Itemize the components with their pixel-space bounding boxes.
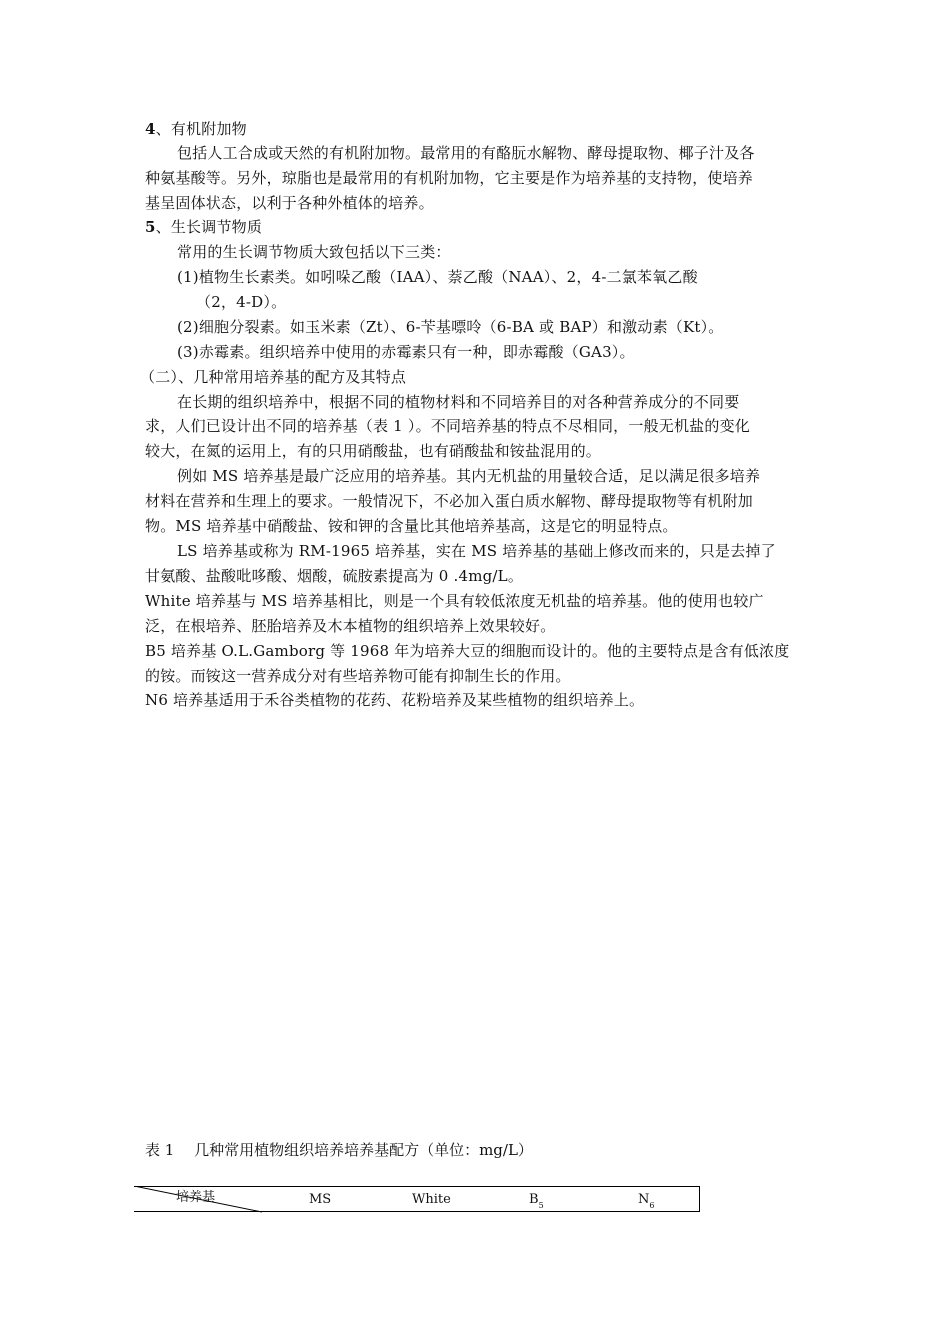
list-item: (2)细胞分裂素。如玉米素（Zt）、6-苄基嘌呤（6-BA 或 BAP）和激动素（Kt）。 [177, 318, 724, 336]
section-number: 5 [145, 218, 156, 236]
paragraph-line: 物。MS 培养基中硝酸盐、铵和钾的含量比其他培养基高，这是它的明显特点。 [145, 517, 678, 535]
paragraph-line: 包括人工合成或天然的有机附加物。最常用的有酪朊水解物、酵母提取物、椰子汁及各 [177, 144, 755, 162]
section-title: 、生长调节物质 [155, 218, 263, 236]
corner-header-label: 培养基 [176, 1190, 216, 1205]
paragraph-line: 材料在营养和生理上的要求。一般情况下，不必加入蛋白质水解物、酵母提取物等有机附加 [145, 492, 754, 510]
paragraph-line: B5 培养基 O.L.Gamborg 等 1968 年为培养大豆的细胞而设计的。他的主要特点是含有低浓度 [145, 642, 790, 660]
header-subscript: 6 [649, 1201, 655, 1210]
paragraph-line: 在长期的组织培养中，根据不同的植物材料和不同培养目的对各种营养成分的不同要 [177, 393, 740, 411]
header-base-text: B [529, 1192, 539, 1207]
section-5-heading [145, 215, 262, 239]
list-item-continuation: （2，4-D）。 [196, 293, 287, 311]
header-base-text: N [638, 1192, 650, 1207]
formula-table [134, 1186, 700, 1212]
paragraph-line: 较大，在氮的运用上，有的只用硝酸盐，也有硝酸盐和铵盐混用的。 [145, 442, 602, 460]
paragraph-line: 基呈固体状态，以利于各种外植体的培养。 [145, 194, 434, 212]
column-header-b5 [529, 1192, 544, 1214]
section-4-heading [145, 117, 247, 141]
paragraph-line: 常用的生长调节物质大致包括以下三类： [177, 243, 451, 261]
section-title: 、有机附加物 [155, 120, 247, 138]
table-right-border [699, 1186, 700, 1212]
list-item: (1)植物生长素类。如吲哚乙酸（IAA）、萘乙酸（NAA）、2，4-二氯苯氧乙酸 [177, 268, 698, 286]
paragraph-line: 的铵。而铵这一营养成分对有些培养物可能有抑制生长的作用。 [145, 667, 571, 685]
column-header-white: White [412, 1192, 451, 1207]
paragraph-line: LS 培养基或称为 RM-1965 培养基，实在 MS 培养基的基础上修改而来的，只是去掉了 [177, 542, 776, 560]
paragraph-line: 种氨基酸等。另外，琼脂也是最常用的有机附加物，它主要是作为培养基的支持物，使培养 [145, 169, 754, 187]
column-header-n6 [638, 1192, 654, 1214]
column-header-ms: MS [309, 1192, 332, 1207]
paragraph-line: 泛，在根培养、胚胎培养及木本植物的组织培养上效果较好。 [145, 617, 556, 635]
list-item: (3)赤霉素。组织培养中使用的赤霉素只有一种，即赤霉酸（GA3）。 [177, 343, 635, 361]
header-subscript: 5 [538, 1201, 544, 1210]
paragraph-line: N6 培养基适用于禾谷类植物的花药、花粉培养及某些植物的组织培养上。 [145, 691, 645, 709]
paragraph-line: 甘氨酸、盐酸吡哆酸、烟酸，硫胺素提高为 0 .4mg/L。 [145, 567, 524, 585]
section-number: 4 [145, 120, 156, 138]
subsection-heading: （二）、几种常用培养基的配方及其特点 [140, 368, 407, 386]
paragraph-line: 例如 MS 培养基是最广泛应用的培养基。其内无机盐的用量较合适，足以满足很多培养 [177, 467, 761, 485]
table-caption: 表 1 几种常用植物组织培养培养基配方（单位：mg/L） [145, 1141, 533, 1159]
paragraph-line: White 培养基与 MS 培养基相比，则是一个具有较低浓度无机盐的培养基。他的使用也较广 [145, 592, 764, 610]
paragraph-line: 求，人们已设计出不同的培养基（表 1 ）。不同培养基的特点不尽相同，一般无机盐的变化 [145, 417, 750, 435]
